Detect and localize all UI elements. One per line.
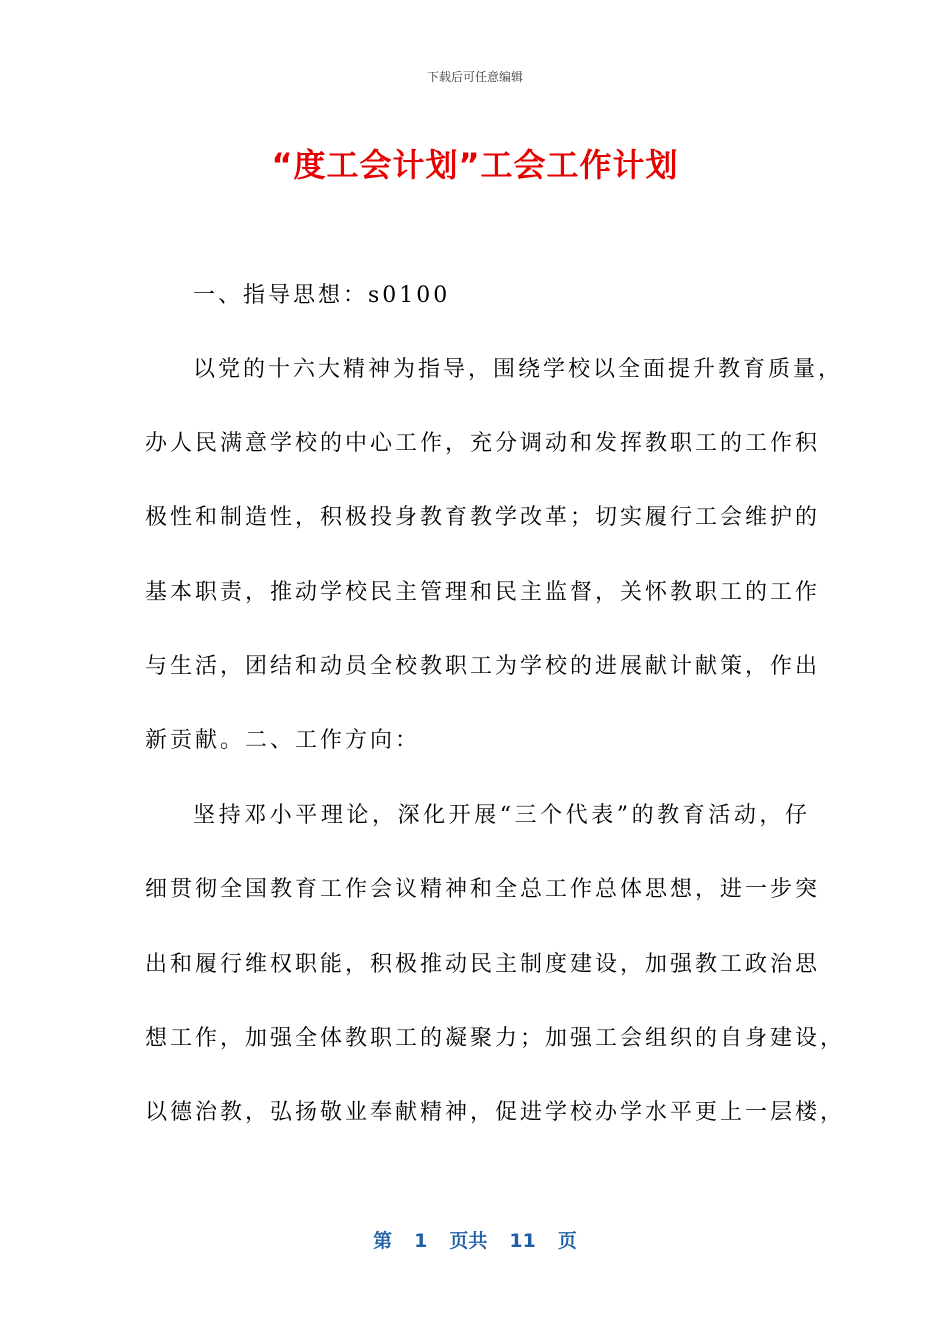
body-line: 新贡献。二、工作方向： bbox=[145, 728, 421, 753]
footer-label-end: 页 bbox=[557, 1230, 577, 1252]
body-line: 以党的十六大精神为指导，围绕学校以全面提升教育质量， bbox=[193, 357, 844, 382]
body-line: 想工作，加强全体教职工的凝聚力；加强工会组织的自身建设， bbox=[145, 1026, 846, 1051]
body-line: 办人民满意学校的中心工作，充分调动和发挥教职工的工作积 bbox=[145, 431, 821, 456]
header-note: 下载后可任意编辑 bbox=[426, 70, 523, 84]
body-line: 基本职责，推动学校民主管理和民主监督，关怀教职工的工作 bbox=[145, 580, 821, 605]
page-footer bbox=[0, 1226, 950, 1253]
footer-label-page: 第 bbox=[373, 1230, 393, 1252]
footer-current-page: 1 bbox=[414, 1230, 428, 1252]
footer-total-pages: 11 bbox=[509, 1230, 536, 1252]
body-line: 一、指导思想：s0100 bbox=[193, 283, 451, 308]
body-line: 坚持邓小平理论，深化开展“三个代表”的教育活动，仔 bbox=[193, 803, 810, 828]
body-line: 细贯彻全国教育工作会议精神和全总工作总体思想，进一步突 bbox=[145, 877, 821, 902]
body-line: 以德治教，弘扬敬业奉献精神，促进学校办学水平更上一层楼， bbox=[145, 1100, 846, 1125]
body-line: 极性和制造性，积极投身教育教学改革；切实履行工会维护的 bbox=[145, 505, 821, 530]
body-line: 出和履行维权职能，积极推动民主制度建设，加强教工政治思 bbox=[145, 952, 821, 977]
body-line: 与生活，团结和动员全校教职工为学校的进展献计献策，作出 bbox=[145, 654, 821, 679]
footer-label-of: 页共 bbox=[449, 1230, 488, 1252]
document-title: “度工会计划”工会工作计划 bbox=[271, 146, 679, 184]
